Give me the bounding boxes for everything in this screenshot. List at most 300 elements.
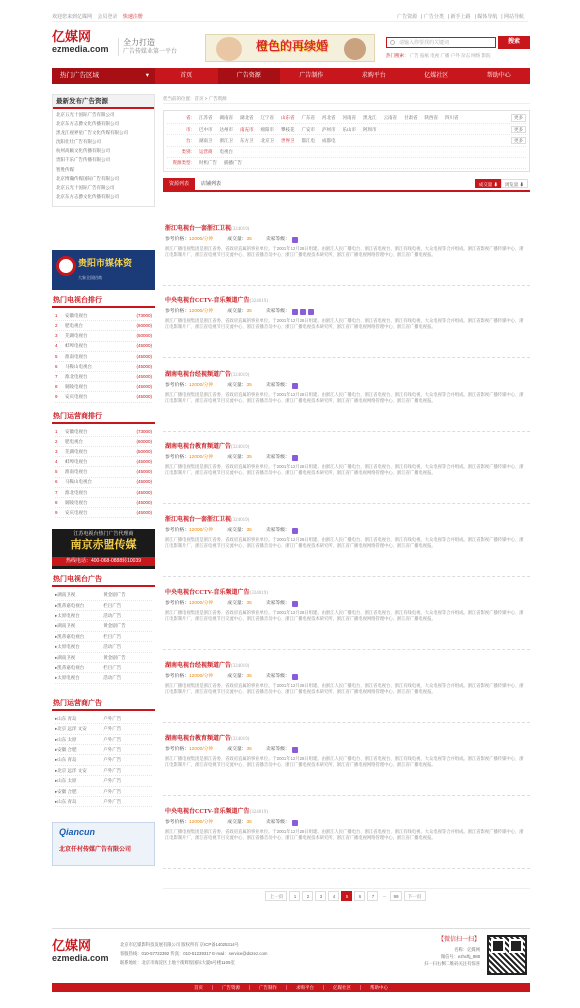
ad-subtitle: 大象全国招商 xyxy=(78,274,102,280)
login-link[interactable]: 会员登录 xyxy=(97,13,118,20)
resource-title[interactable] xyxy=(165,663,249,670)
sort-deals-label: 成交量 xyxy=(478,181,493,187)
rank-count: (45000) xyxy=(136,353,152,359)
rank-number: 8 xyxy=(55,384,58,390)
page-button[interactable]: 99 xyxy=(390,891,401,901)
operator-ads-title: 热门运营商广告 xyxy=(52,697,155,711)
register-link[interactable]: 快速注册 xyxy=(122,13,143,20)
price-value: 12000/分钟 xyxy=(189,383,214,389)
rank-name: 蚌埠电视台 xyxy=(65,343,88,349)
rank-row[interactable] xyxy=(55,352,152,362)
resource-title[interactable] xyxy=(165,517,249,524)
new-resources-list xyxy=(53,109,154,206)
filter-option[interactable]: 云南省 xyxy=(383,115,397,121)
rank-number: 1 xyxy=(55,312,58,318)
rank-row[interactable] xyxy=(55,342,152,352)
price-label: 参考价格： xyxy=(165,455,189,461)
filter-row xyxy=(167,124,526,135)
rank-number: 4 xyxy=(55,343,58,349)
bullet-icon: ▸ xyxy=(55,665,58,671)
list-item[interactable] xyxy=(55,724,152,734)
main-nav xyxy=(52,68,530,84)
rank-row[interactable] xyxy=(55,382,152,392)
filter-row xyxy=(167,158,526,169)
filter-option[interactable]: 浙江卫 xyxy=(219,137,233,143)
rank-row[interactable] xyxy=(55,437,152,447)
filter-option[interactable]: 绵阳市 xyxy=(260,126,274,132)
hot-areas-menu[interactable] xyxy=(52,68,155,84)
price-value: 12000/分钟 xyxy=(189,820,214,826)
list-item[interactable]: 北京东方志爵文化传播有限公司 xyxy=(56,121,119,127)
header-banner-ad[interactable] xyxy=(205,34,375,62)
resource-description: 浙江广播电视集团是浙江省委、省政府直属的事业单位。于2001年12月28日组建。由浙江人民广播电台、浙江省电视台、浙江有线电视、大众电视等合并组成。浙江省影视广播传媒中心、浙江电影制片厂、浙江省电视节目交流中心、浙江省播音员中心、浙江广播电视技术研究所、浙江省广播电视网络管理中心、浙江省广播电视报。 xyxy=(165,756,524,768)
footer-address: 联系地址：北京市海淀区上地十街辉煌国际大厦5号楼1105室 xyxy=(120,960,235,965)
filter-options xyxy=(199,115,511,120)
list-item[interactable] xyxy=(55,735,152,745)
qr-code-icon xyxy=(487,935,527,975)
resource-meta xyxy=(165,309,314,315)
filter-option[interactable]: 插播广告 xyxy=(224,160,242,166)
top-link[interactable]: 广告分类 xyxy=(423,13,444,20)
filter-option[interactable]: 江苏省 xyxy=(199,115,213,121)
list-item[interactable] xyxy=(55,797,152,807)
deals-label: 成交量： xyxy=(227,455,247,461)
top-link[interactable]: 媒体导航 xyxy=(477,13,498,20)
tab-shop-list[interactable]: 店铺列表 xyxy=(201,180,222,187)
filter-option[interactable]: 泸州市 xyxy=(322,126,336,132)
filter-option[interactable]: 攀枝花 xyxy=(281,126,295,132)
search-icon xyxy=(390,40,395,45)
footer-nav-item[interactable]: 求购平台 xyxy=(287,985,324,990)
bullet-icon: ▸ xyxy=(55,757,58,763)
filter-row xyxy=(167,113,526,124)
bullet-icon: ▸ xyxy=(55,715,58,721)
deals-value: 35 xyxy=(246,747,252,753)
bullet-icon: ▸ xyxy=(55,747,58,752)
resource-title[interactable] xyxy=(165,444,249,451)
filter-options xyxy=(199,127,511,132)
tv-ads-title: 热门电视台广告 xyxy=(52,573,155,587)
list-item[interactable] xyxy=(55,787,152,797)
bullet-icon: ▸ xyxy=(55,788,58,794)
filter-option[interactable]: 乐山市 xyxy=(342,126,356,132)
filter-option[interactable]: 湖北省 xyxy=(240,115,254,121)
list-item-name: 湖南卫视 xyxy=(57,592,76,598)
level-label: 卖家等级： xyxy=(265,383,290,389)
list-item[interactable] xyxy=(55,653,152,663)
rank-name: 铜陵电视台 xyxy=(65,384,88,390)
list-item-type: 活动广告 xyxy=(103,613,122,619)
filter-row xyxy=(167,147,526,158)
filter-option[interactable]: 运营商 xyxy=(199,148,213,154)
rank-number: 4 xyxy=(55,459,58,465)
filter-option[interactable]: 北京卫 xyxy=(260,137,274,143)
resource-item xyxy=(163,730,530,796)
rank-name: 淮北电视台 xyxy=(65,373,88,379)
resource-title[interactable] xyxy=(165,736,249,743)
wechat-title: 【微信扫一扫】 xyxy=(437,937,480,943)
deals-value: 35 xyxy=(246,820,252,826)
tv-ads-list xyxy=(52,587,155,687)
filter-option[interactable]: 巴中市 xyxy=(199,126,213,132)
wechat-info xyxy=(418,937,480,967)
level-label: 卖家等级： xyxy=(265,747,290,753)
filter-option[interactable]: 辽宁省 xyxy=(260,115,274,121)
filter-option[interactable]: 都江电 xyxy=(301,137,315,143)
resource-item xyxy=(163,657,530,723)
footer-logo[interactable] xyxy=(52,939,109,963)
sidebar-ad-nanjing[interactable] xyxy=(52,529,155,569)
bullet-icon: ▸ xyxy=(55,736,58,742)
rank-number: 7 xyxy=(55,489,58,495)
vip-badge-icon xyxy=(292,309,298,315)
deals-label: 成交量： xyxy=(227,383,247,389)
list-item[interactable] xyxy=(55,642,152,652)
rank-row[interactable] xyxy=(55,362,152,372)
list-item[interactable]: 贵阳千乐广告传播有限公司 xyxy=(56,157,110,163)
result-tabs xyxy=(163,178,530,192)
page-button[interactable]: 1 xyxy=(289,891,300,901)
resource-meta xyxy=(165,747,298,753)
deals-value: 35 xyxy=(246,383,252,389)
rank-row[interactable] xyxy=(55,488,152,498)
bullet-icon: ▸ xyxy=(55,726,58,732)
list-item-name: 凯蒂嘉电视台 xyxy=(57,633,85,639)
list-item-name: 山东 太原 xyxy=(57,778,77,784)
filter-option[interactable]: 甘肃省 xyxy=(404,115,418,121)
ad-logo-icon xyxy=(56,256,76,276)
rank-number: 5 xyxy=(55,353,58,359)
list-item-name: 安徽 合肥 xyxy=(57,747,77,752)
filter-option[interactable]: 世界卫 xyxy=(281,137,295,143)
filter-option[interactable]: 广东省 xyxy=(301,115,315,121)
bullet-icon: ▸ xyxy=(55,602,58,608)
vip-badge-icon xyxy=(292,747,298,753)
filter-label: 省： xyxy=(186,115,195,121)
vip-badge-icon xyxy=(292,528,298,534)
filter-label: 市： xyxy=(186,126,195,132)
hot-search xyxy=(386,53,532,58)
deals-value: 35 xyxy=(246,601,252,607)
page-button[interactable]: 2 xyxy=(302,891,313,901)
sidebar xyxy=(52,94,155,866)
list-item-type: 活动广告 xyxy=(103,675,122,681)
list-item[interactable] xyxy=(55,766,152,776)
rank-number: 9 xyxy=(55,510,58,516)
top-link[interactable]: 网站导航 xyxy=(503,13,524,20)
rank-row[interactable] xyxy=(55,478,152,488)
resource-description: 浙江广播电视集团是浙江省委、省政府直属的事业单位。于2001年12月28日组建。由浙江人民广播电台、浙江省电视台、浙江有线电视、大众电视等合并组成。浙江省影视广播传媒中心、浙江电影制片厂、浙江省电视节目交流中心、浙江省播音员中心、浙江广播电视技术研究所、浙江省广播电视网络管理中心、浙江省广播电视报。 xyxy=(165,610,524,622)
list-item[interactable] xyxy=(55,714,152,724)
filter-more-button[interactable]: 更多 xyxy=(511,126,526,133)
price-label: 参考价格： xyxy=(165,383,189,389)
rank-row[interactable] xyxy=(55,427,152,437)
filter-option[interactable]: 陕西省 xyxy=(424,115,438,121)
tab-resource-list[interactable]: 资源列表 xyxy=(163,178,195,190)
resource-description: 浙江广播电视集团是浙江省委、省政府直属的事业单位。于2001年12月28日组建。由浙江人民广播电台、浙江省电视台、浙江有线电视、大众电视等合并组成。浙江省影视广播传媒中心、浙江电影制片厂、浙江省电视节目交流中心、浙江省播音员中心、浙江广播电视技术研究所、浙江省广播电视网络管理中心、浙江省广播电视报。 xyxy=(165,318,524,330)
list-item[interactable] xyxy=(55,611,152,621)
list-item[interactable]: 智胜传媒 xyxy=(56,166,74,172)
rank-number: 1 xyxy=(55,428,58,434)
list-item-name: 北京 远洋 文安 xyxy=(57,726,87,732)
list-item-name: 山东 太原 xyxy=(57,736,77,742)
rank-number: 2 xyxy=(55,438,58,444)
filter-option[interactable]: 时机广告 xyxy=(199,160,217,166)
rank-row[interactable] xyxy=(55,508,152,518)
slogan-line2: 广告传媒业第一平台 xyxy=(123,48,178,55)
slogan xyxy=(118,38,198,56)
vip-badge-icon xyxy=(292,674,298,680)
rank-row[interactable] xyxy=(55,331,152,341)
list-item-type: 户外广告 xyxy=(103,726,122,732)
filter-option[interactable]: 电视台 xyxy=(219,148,233,154)
list-item[interactable] xyxy=(55,590,152,600)
filter-option[interactable]: 山东省 xyxy=(281,115,295,121)
level-label: 卖家等级： xyxy=(265,309,290,315)
resource-title-text: 浙江电视台一套浙江卫视 xyxy=(165,226,232,232)
deals-value: 35 xyxy=(246,455,252,461)
deals-label: 成交量： xyxy=(227,528,247,534)
page-button[interactable]: 6 xyxy=(354,891,365,901)
search-button[interactable]: 搜索 xyxy=(498,36,530,49)
rank-count: (45000) xyxy=(136,479,152,485)
rank-count: (60000) xyxy=(136,323,152,329)
chevron-down-icon: ▾ xyxy=(145,72,149,80)
list-item[interactable] xyxy=(55,601,152,611)
list-item-type: 黄金剧广告 xyxy=(103,623,126,629)
sort-views-label: 浏览量 xyxy=(504,181,519,187)
rank-row[interactable] xyxy=(55,467,152,477)
rank-name: 淮南电视台 xyxy=(65,353,88,359)
filter-option[interactable]: 黑龙江 xyxy=(363,115,377,121)
next-page-button[interactable]: 下一页 xyxy=(404,891,426,901)
bullet-icon: ▸ xyxy=(55,613,58,619)
list-item[interactable]: 北京五光十国际广告有限公司 xyxy=(56,184,115,190)
resource-description: 浙江广播电视集团是浙江省委、省政府直属的事业单位。于2001年12月28日组建。由浙江人民广播电台、浙江省电视台、浙江有线电视、大众电视等合并组成。浙江省影视广播传媒中心、浙江电影制片厂、浙江省电视节目交流中心、浙江省播音员中心、浙江广播电视技术研究所、浙江省广播电视网络管理中心、浙江省广播电视报。 xyxy=(165,537,524,549)
bullet-icon: ▸ xyxy=(55,633,58,639)
deals-label: 成交量： xyxy=(227,237,247,243)
rank-count: (45000) xyxy=(136,499,152,505)
resource-title[interactable] xyxy=(165,372,249,379)
resource-meta xyxy=(165,528,298,534)
resource-item xyxy=(163,511,530,577)
filter-more-button[interactable]: 更多 xyxy=(511,137,526,144)
deals-value: 35 xyxy=(246,309,252,315)
page-ellipsis: ... xyxy=(380,891,388,901)
hot-search-label: 热门搜索： xyxy=(386,53,409,58)
list-item-name: 凯蒂嘉电视台 xyxy=(57,602,85,608)
footer-logo-cn: 亿媒网 xyxy=(52,938,92,953)
nav-help[interactable]: 帮助中心 xyxy=(486,73,511,79)
rank-row[interactable] xyxy=(55,372,152,382)
resource-title[interactable] xyxy=(165,226,249,233)
list-item-name: 凯蒂嘉电视台 xyxy=(57,665,85,671)
nav-community[interactable]: 亿媒社区 xyxy=(424,73,449,79)
resource-item xyxy=(163,220,530,286)
deals-label: 成交量： xyxy=(227,601,247,607)
nav-ad-production[interactable]: 广告制作 xyxy=(299,73,324,79)
site-logo[interactable] xyxy=(52,30,112,64)
rank-row[interactable] xyxy=(55,457,152,467)
rank-count: (73000) xyxy=(136,428,152,434)
logo-cn: 亿媒网 xyxy=(52,29,92,44)
list-item[interactable]: 沈阳壮壮广告有限公司 xyxy=(56,139,101,145)
vip-badge-icon xyxy=(292,455,298,461)
footer-nav-item[interactable]: 首页 xyxy=(185,985,213,990)
bullet-icon: ▸ xyxy=(55,654,58,660)
list-item-type: 黄金剧广告 xyxy=(103,654,126,660)
rank-count: (45000) xyxy=(136,489,152,495)
bullet-icon: ▸ xyxy=(55,592,58,598)
nav-home[interactable]: 首页 xyxy=(180,73,193,79)
list-item[interactable] xyxy=(55,755,152,765)
vip-badge-icon xyxy=(292,601,298,607)
list-item-name: 山东 青岛 xyxy=(57,798,77,804)
resource-title[interactable] xyxy=(165,590,268,597)
list-item-type: 户外广告 xyxy=(103,757,122,763)
price-value: 12000/分钟 xyxy=(189,674,214,680)
nav-ad-resources[interactable]: 广告资源 xyxy=(218,68,281,84)
rank-row[interactable] xyxy=(55,447,152,457)
operator-rank-title: 热门运营商排行 xyxy=(52,410,155,424)
rank-row[interactable] xyxy=(55,392,152,402)
sidebar-ad-guiyang[interactable] xyxy=(52,250,155,290)
list-item[interactable]: 北京五光十国际广告有限公司 xyxy=(56,112,115,117)
price-label: 参考价格： xyxy=(165,237,189,243)
resource-title-text: 湖南电视台经视频道广告 xyxy=(165,663,232,669)
filter-option[interactable]: 南充市 xyxy=(240,126,254,132)
bullet-icon: ▸ xyxy=(55,623,58,629)
prev-page-button[interactable]: 上一页 xyxy=(265,891,287,901)
footer-nav xyxy=(52,983,530,992)
level-label: 卖家等级： xyxy=(265,601,290,607)
list-item-type: 户外广告 xyxy=(103,778,122,784)
list-item-type: 户外广告 xyxy=(103,798,122,804)
level-label: 卖家等级： xyxy=(265,528,290,534)
page-button[interactable]: 7 xyxy=(367,891,378,901)
rank-number: 8 xyxy=(55,499,58,505)
rank-row[interactable] xyxy=(55,311,152,321)
filter-options xyxy=(199,149,526,154)
page-button[interactable]: 4 xyxy=(328,891,339,901)
bullet-icon: ▸ xyxy=(55,778,58,784)
nav-purchase[interactable]: 求购平台 xyxy=(361,73,386,79)
list-item[interactable] xyxy=(55,663,152,673)
top-bar-right: 广告资源 | 广告分类 | 新手上路 | 媒体导航 | 网站导航 xyxy=(397,13,524,20)
filter-option[interactable]: 河南省 xyxy=(342,115,356,121)
footer-nav-item[interactable]: 亿媒社区 xyxy=(324,985,361,990)
sort-by-deals[interactable]: 成交量 ⬇ xyxy=(475,179,502,188)
filter-option[interactable]: 湖南卫 xyxy=(199,137,213,143)
filter-option[interactable]: 河北省 xyxy=(322,115,336,121)
rank-name: 肥电视台 xyxy=(65,438,83,444)
welcome-text: 欢迎您来到亿媒网 xyxy=(52,13,93,20)
operator-ads-list xyxy=(52,711,155,811)
sort-by-views[interactable]: 浏览量 ⬇ xyxy=(501,179,528,188)
list-item[interactable] xyxy=(55,621,152,631)
footer-logo-en: ezmedia.com xyxy=(52,953,109,963)
resource-code: (324019) xyxy=(231,664,250,669)
resource-description: 浙江广播电视集团是浙江省委、省政府直属的事业单位。于2001年12月28日组建。由浙江人民广播电台、浙江省电视台、浙江有线电视、大众电视等合并组成。浙江省影视广播传媒中心、浙江电影制片厂、浙江省电视节目交流中心、浙江省播音员中心、浙江广播电视技术研究所、浙江省广播电视网络管理中心、浙江省广播电视报。 xyxy=(165,392,524,404)
top-link[interactable]: 新手上路 xyxy=(450,13,471,20)
rank-row[interactable] xyxy=(55,321,152,331)
filter-option[interactable]: 成都电 xyxy=(322,137,336,143)
rank-number: 5 xyxy=(55,469,58,475)
filter-option[interactable]: 湖南省 xyxy=(219,115,233,121)
page-button[interactable]: 5 xyxy=(341,891,352,901)
search-input[interactable] xyxy=(386,37,496,48)
list-item[interactable]: 黑龙江视界星广告文化传媒有限公司 xyxy=(56,130,128,136)
price-value: 12000/分钟 xyxy=(189,455,214,461)
rank-count: (45000) xyxy=(136,363,152,369)
page-button[interactable]: 3 xyxy=(315,891,326,901)
filter-option[interactable]: 达州市 xyxy=(219,126,233,132)
resource-description: 浙江广播电视集团是浙江省委、省政府直属的事业单位。于2001年12月28日组建。由浙江人民广播电台、浙江省电视台、浙江有线电视、大众电视等合并组成。浙江省影视广播传媒中心、浙江电影制片厂、浙江省电视节目交流中心、浙江省播音员中心、浙江广播电视技术研究所、浙江省广播电视网络管理中心、浙江省广播电视报。 xyxy=(165,246,524,258)
hot-search-terms[interactable]: 广告 报纸 电视 广播 户外 杂志 网络 影院 xyxy=(409,53,491,58)
rank-row[interactable] xyxy=(55,498,152,508)
footer-nav-item[interactable]: 帮助中心 xyxy=(370,984,388,990)
bullet-icon: ▸ xyxy=(55,644,58,650)
list-item-type: 栏目广告 xyxy=(103,665,122,671)
footer-nav-item[interactable]: 广告资源 xyxy=(213,985,250,990)
footer-nav-item[interactable]: 广告制作 xyxy=(250,985,287,990)
list-item[interactable] xyxy=(55,745,152,755)
filter-option[interactable]: 东方卫 xyxy=(240,137,254,143)
list-item-name: 太原电视台 xyxy=(57,675,80,681)
filter-option[interactable]: 四川省 xyxy=(445,115,459,121)
rank-name: 淮南电视台 xyxy=(65,469,88,475)
list-item[interactable]: 北京东方志爵文化传播有限公司 xyxy=(56,193,119,199)
list-item[interactable] xyxy=(55,632,152,642)
filter-option[interactable]: 广安市 xyxy=(301,126,315,132)
resource-code: (324019) xyxy=(231,445,250,450)
vip-badge-icon xyxy=(308,309,314,315)
filter-more-button[interactable]: 更多 xyxy=(511,114,526,121)
banner-text: 橙色的再续婚 xyxy=(256,39,329,53)
price-label: 参考价格： xyxy=(165,747,189,753)
resource-title-text: 湖南电视台教育频道广告 xyxy=(165,736,232,742)
rank-name: 马鞍山电视台 xyxy=(65,363,92,369)
rank-count: (45000) xyxy=(136,373,152,379)
filter-option[interactable]: 阿坝市 xyxy=(363,126,377,132)
filter-options xyxy=(199,160,526,165)
new-resources-title: 最新发布广告资源 xyxy=(53,95,154,109)
vip-badge-icon xyxy=(292,383,298,389)
rank-count: (45000) xyxy=(136,384,152,390)
sidebar-ad-qiancun[interactable] xyxy=(52,822,155,866)
bullet-icon: ▸ xyxy=(55,767,58,773)
rank-count: (45000) xyxy=(136,459,152,465)
rank-name: 安庆电视台 xyxy=(65,510,88,516)
list-item[interactable] xyxy=(55,776,152,786)
resource-item xyxy=(163,366,530,432)
list-item[interactable]: 杭州高颖文化传播有限公司 xyxy=(56,148,110,154)
footer-contact: 客服热线：010-57722392 传真：010-51239317 E-mail：service@ds2ez.com xyxy=(120,951,268,956)
list-item-type: 活动广告 xyxy=(103,644,122,650)
list-item-type: 户外广告 xyxy=(103,736,122,742)
top-bar xyxy=(52,12,528,22)
vip-badge-icon xyxy=(292,237,298,243)
top-link[interactable]: 广告资源 xyxy=(397,13,418,20)
filter-label: 台： xyxy=(186,137,195,143)
price-label: 参考价格： xyxy=(165,820,189,826)
resource-title[interactable] xyxy=(165,298,268,305)
resource-title[interactable] xyxy=(165,809,268,816)
slogan-line1: 全力打造 xyxy=(123,38,155,47)
list-item[interactable]: 北京博瀚传媒国际广告有限公司 xyxy=(56,175,119,181)
list-item[interactable] xyxy=(55,673,152,683)
resource-title-text: 中央电视台CCTV-音乐频道广告 xyxy=(165,298,250,304)
